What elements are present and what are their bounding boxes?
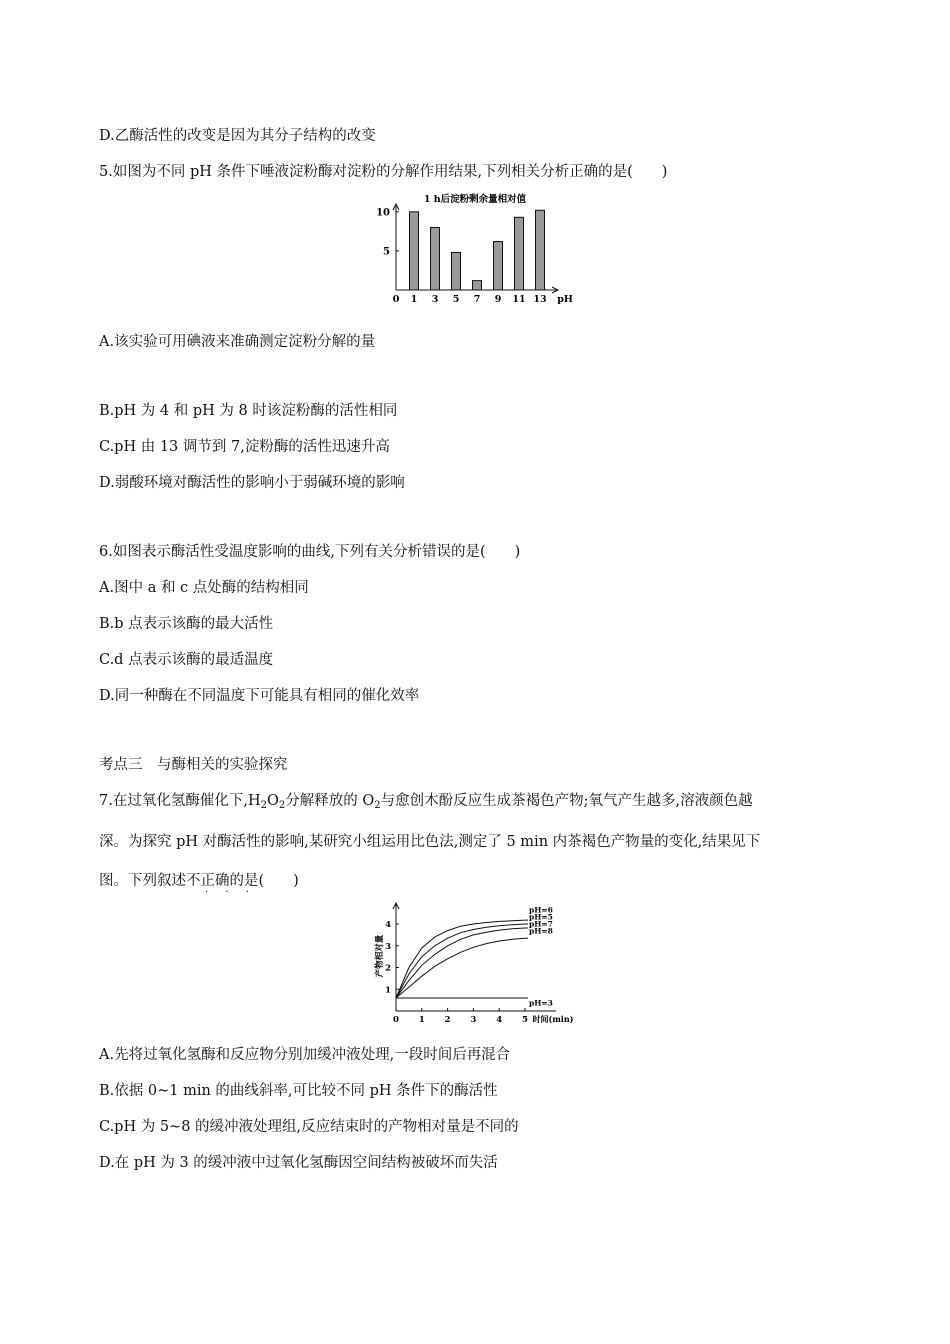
series-line-pH=5 <box>396 924 528 998</box>
bar-ph-13 <box>536 210 545 290</box>
q4-option-d: D.乙酶活性的改变是因为其分子结构的改变 <box>99 128 376 144</box>
x-tick-label: 0 <box>392 294 400 305</box>
q5-stem: 5.如图为不同 pH 条件下唾液淀粉酶对淀粉的分解作用结果,下列相关分析正确的是( ) <box>99 164 668 180</box>
starch-remaining-bar-chart <box>360 190 590 308</box>
y-tick-label: 1 <box>385 985 391 996</box>
x-tick-label: 7 <box>473 294 481 305</box>
bar-ph-5 <box>452 252 461 290</box>
q7-option-d: D.在 pH 为 3 的缓冲液中过氧化氢酶因空间结构被破坏而失活 <box>99 1155 498 1171</box>
x-tick-label: 5 <box>522 1015 528 1025</box>
product-amount-line-chart <box>368 900 593 1030</box>
y-tick-label: 3 <box>385 941 391 952</box>
q5-option-d: D.弱酸环境对酶活性的影响小于弱碱环境的影响 <box>99 475 405 491</box>
x-tick-label: 4 <box>496 1015 503 1025</box>
bar-ph-3 <box>431 227 440 290</box>
x-tick-label: 3 <box>431 294 439 305</box>
series-line-pH=8 <box>396 938 528 998</box>
section-heading: 考点三 与酶相关的实验探究 <box>99 757 288 773</box>
x-axis-label: pH <box>557 294 573 305</box>
series-line-pH=6 <box>396 920 528 998</box>
x-axis-label: 时间(min) <box>532 1014 574 1024</box>
series-label-pH=8: pH=8 <box>529 926 553 936</box>
q6-option-b: B.b 点表示该酶的最大活性 <box>99 616 274 632</box>
q5-option-c: C.pH 由 13 调节到 7,淀粉酶的活性迅速升高 <box>99 439 390 455</box>
bar-ph-11 <box>515 217 524 290</box>
y-tick-label: 4 <box>385 920 391 931</box>
q7-option-c: C.pH 为 5~8 的缓冲液处理组,反应结束时的产物相对量是不同的 <box>99 1119 519 1135</box>
x-tick-label: 0 <box>393 1015 399 1025</box>
series-label-pH=5: pH=5 <box>529 912 553 922</box>
q5-option-a: A.该实验可用碘液来准确测定淀粉分解的量 <box>99 334 376 350</box>
q6-option-a: A.图中 a 和 c 点处酶的结构相同 <box>99 580 309 596</box>
q7-option-a: A.先将过氧化氢酶和反应物分别加缓冲液处理,一段时间后再混合 <box>99 1047 511 1063</box>
q7-stem-line3: 图。下列叙述不正确的是( ) <box>99 873 299 889</box>
x-tick-label: 11 <box>512 294 526 305</box>
y-tick-label: 10 <box>376 207 390 219</box>
x-tick-label: 13 <box>533 294 547 305</box>
q6-option-c: C.d 点表示该酶的最适温度 <box>99 652 274 668</box>
bar-ph-7 <box>473 281 482 290</box>
q5-option-b: B.pH 为 4 和 pH 为 8 时该淀粉酶的活性相同 <box>99 403 398 419</box>
x-tick-label: 3 <box>470 1015 477 1025</box>
series-line-pH=7 <box>396 928 528 998</box>
x-tick-label: 1 <box>410 294 418 305</box>
x-tick-label: 2 <box>444 1015 451 1025</box>
series-label-pH=7: pH=7 <box>529 919 553 929</box>
y-axis-label: 产物相对量 <box>375 934 385 978</box>
x-tick-label: 9 <box>494 294 502 305</box>
q7-option-b: B.依据 0~1 min 的曲线斜率,可比较不同 pH 条件下的酶活性 <box>99 1083 498 1099</box>
x-tick-label: 1 <box>418 1015 425 1025</box>
bar-ph-1 <box>410 212 419 290</box>
y-tick-label: 5 <box>383 246 390 258</box>
chart-title: 1 h后淀粉剩余量相对值 <box>423 194 527 205</box>
series-label-pH=3: pH=3 <box>529 998 553 1008</box>
q6-option-d: D.同一种酶在不同温度下可能具有相同的催化效率 <box>99 688 420 704</box>
x-tick-label: 5 <box>452 294 460 305</box>
q7-stem-line2: 深。为探究 pH 对酶活性的影响,某研究小组运用比色法,测定了 5 min 内茶褐色产物量的变化,结果见下 <box>99 834 761 850</box>
q6-stem: 6.如图表示酶活性受温度影响的曲线,下列有关分析错误的是( ) <box>99 544 521 560</box>
q7-stem-line1: 7.在过氧化氢酶催化下$,H_2O_2$分解释放的 $O_2$与愈创木酚反应生成茶褐色产物;氧气产生越多,溶液颜色越 <box>99 793 753 811</box>
series-label-pH=6: pH=6 <box>529 905 553 915</box>
emphasis-dots: · · · <box>205 887 256 898</box>
y-tick-label: 2 <box>385 963 391 974</box>
bar-ph-9 <box>494 242 503 290</box>
